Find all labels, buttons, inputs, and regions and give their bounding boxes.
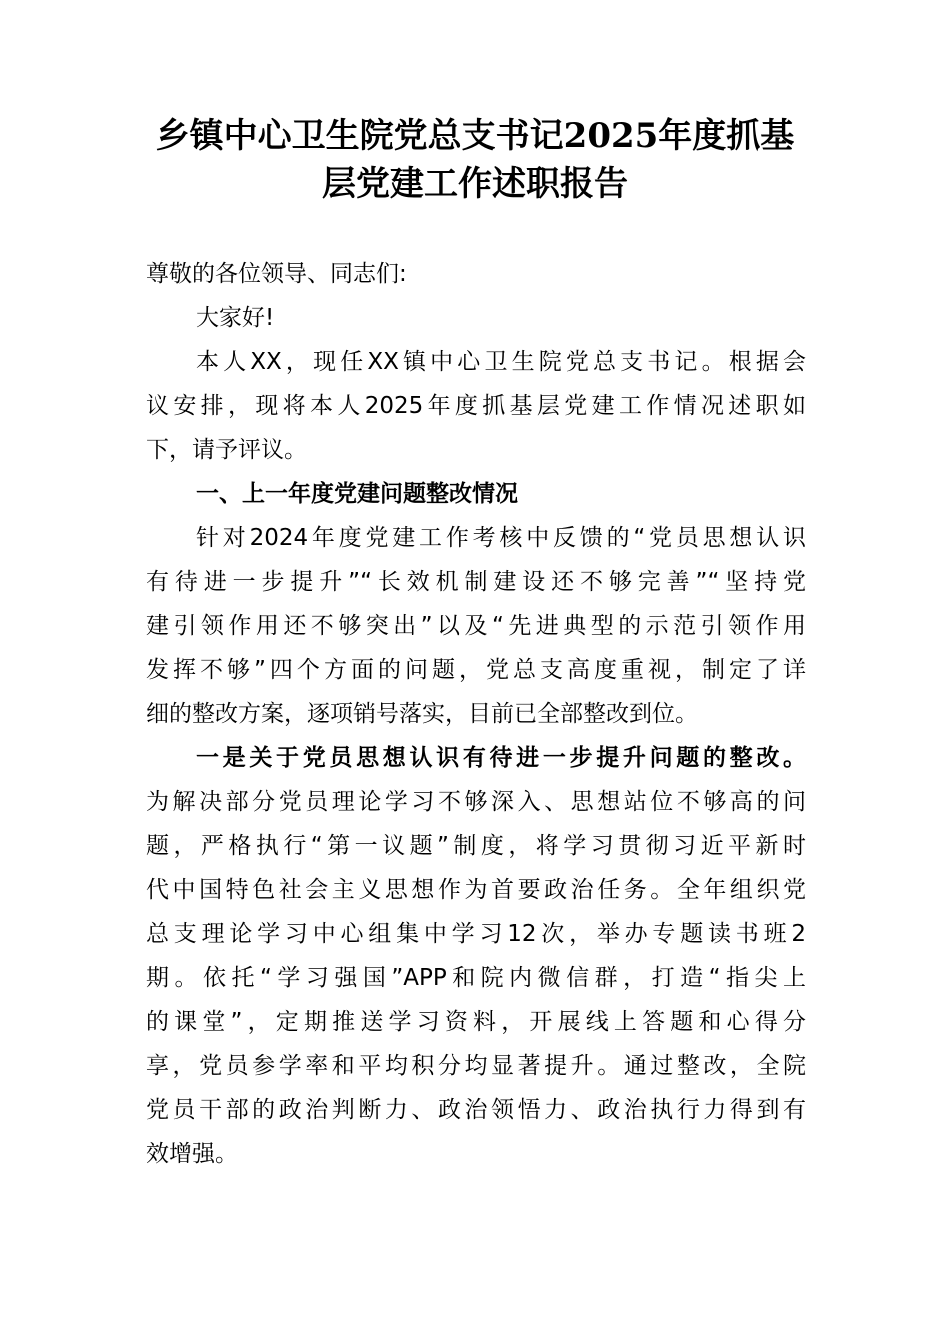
intro-paragraph [146,340,806,472]
title-line-1: 乡镇中心卫生院党总支书记2025年度抓基 [155,116,795,156]
section1-line-3: 建引领作用还不够突出”以及“先进典型的示范引领作用 [146,613,806,639]
section1-line-1: 针对2024年度党建工作考核中反馈的“党员思想认识 [196,525,806,551]
greeting: 大家好! [196,305,275,331]
subsection1-line-7: 享，党员参学率和平均积分均显著提升。通过整改，全院 [146,1053,806,1079]
subsection-1-paragraph [146,780,806,1176]
subsection1-line-2: 题，严格执行“第一议题”制度，将学习贯彻习近平新时 [146,833,806,859]
subsection1-line-1: 为解决部分党员理论学习不够深入、思想站位不够高的问 [146,789,806,815]
document-body [146,252,806,1176]
subsection1-line-8: 党员干部的政治判断力、政治领悟力、政治执行力得到有 [146,1097,806,1123]
subsection1-line-9: 效增强。 [146,1141,238,1167]
intro-line-1: 本人XX，现任XX镇中心卫生院党总支书记。根据会 [196,349,806,375]
salutation: 尊敬的各位领导、同志们: [146,261,407,287]
subsection1-line-3: 代中国特色社会主义思想作为首要政治任务。全年组织党 [146,877,806,903]
title-line-2: 层党建工作述职报告 [322,164,628,204]
section1-line-2: 有待进一步提升”“长效机制建设还不够完善”“坚持党 [146,569,806,595]
subsection1-line-6: 的课堂”，定期推送学习资料，开展线上答题和心得分 [146,1009,806,1035]
section1-line-4: 发挥不够”四个方面的问题，党总支高度重视，制定了详 [146,657,806,683]
subsection1-line-5: 期。依托“学习强国”APP和院内微信群，打造“指尖上 [146,965,806,991]
subsection1-line-4: 总支理论学习中心组集中学习12次，举办专题读书班2 [146,921,806,947]
document-title [140,112,810,208]
intro-line-2: 议安排，现将本人2025年度抓基层党建工作情况述职如 [146,393,806,419]
section1-line-5: 细的整改方案，逐项销号落实，目前已全部整改到位。 [146,701,698,727]
subsection-heading-1: 一是关于党员思想认识有待进一步提升问题的整改。 [196,744,806,771]
intro-line-3: 下，请予评议。 [146,437,307,463]
section-heading-1: 一、上一年度党建问题整改情况 [196,481,518,507]
section-1-paragraph [146,516,806,736]
